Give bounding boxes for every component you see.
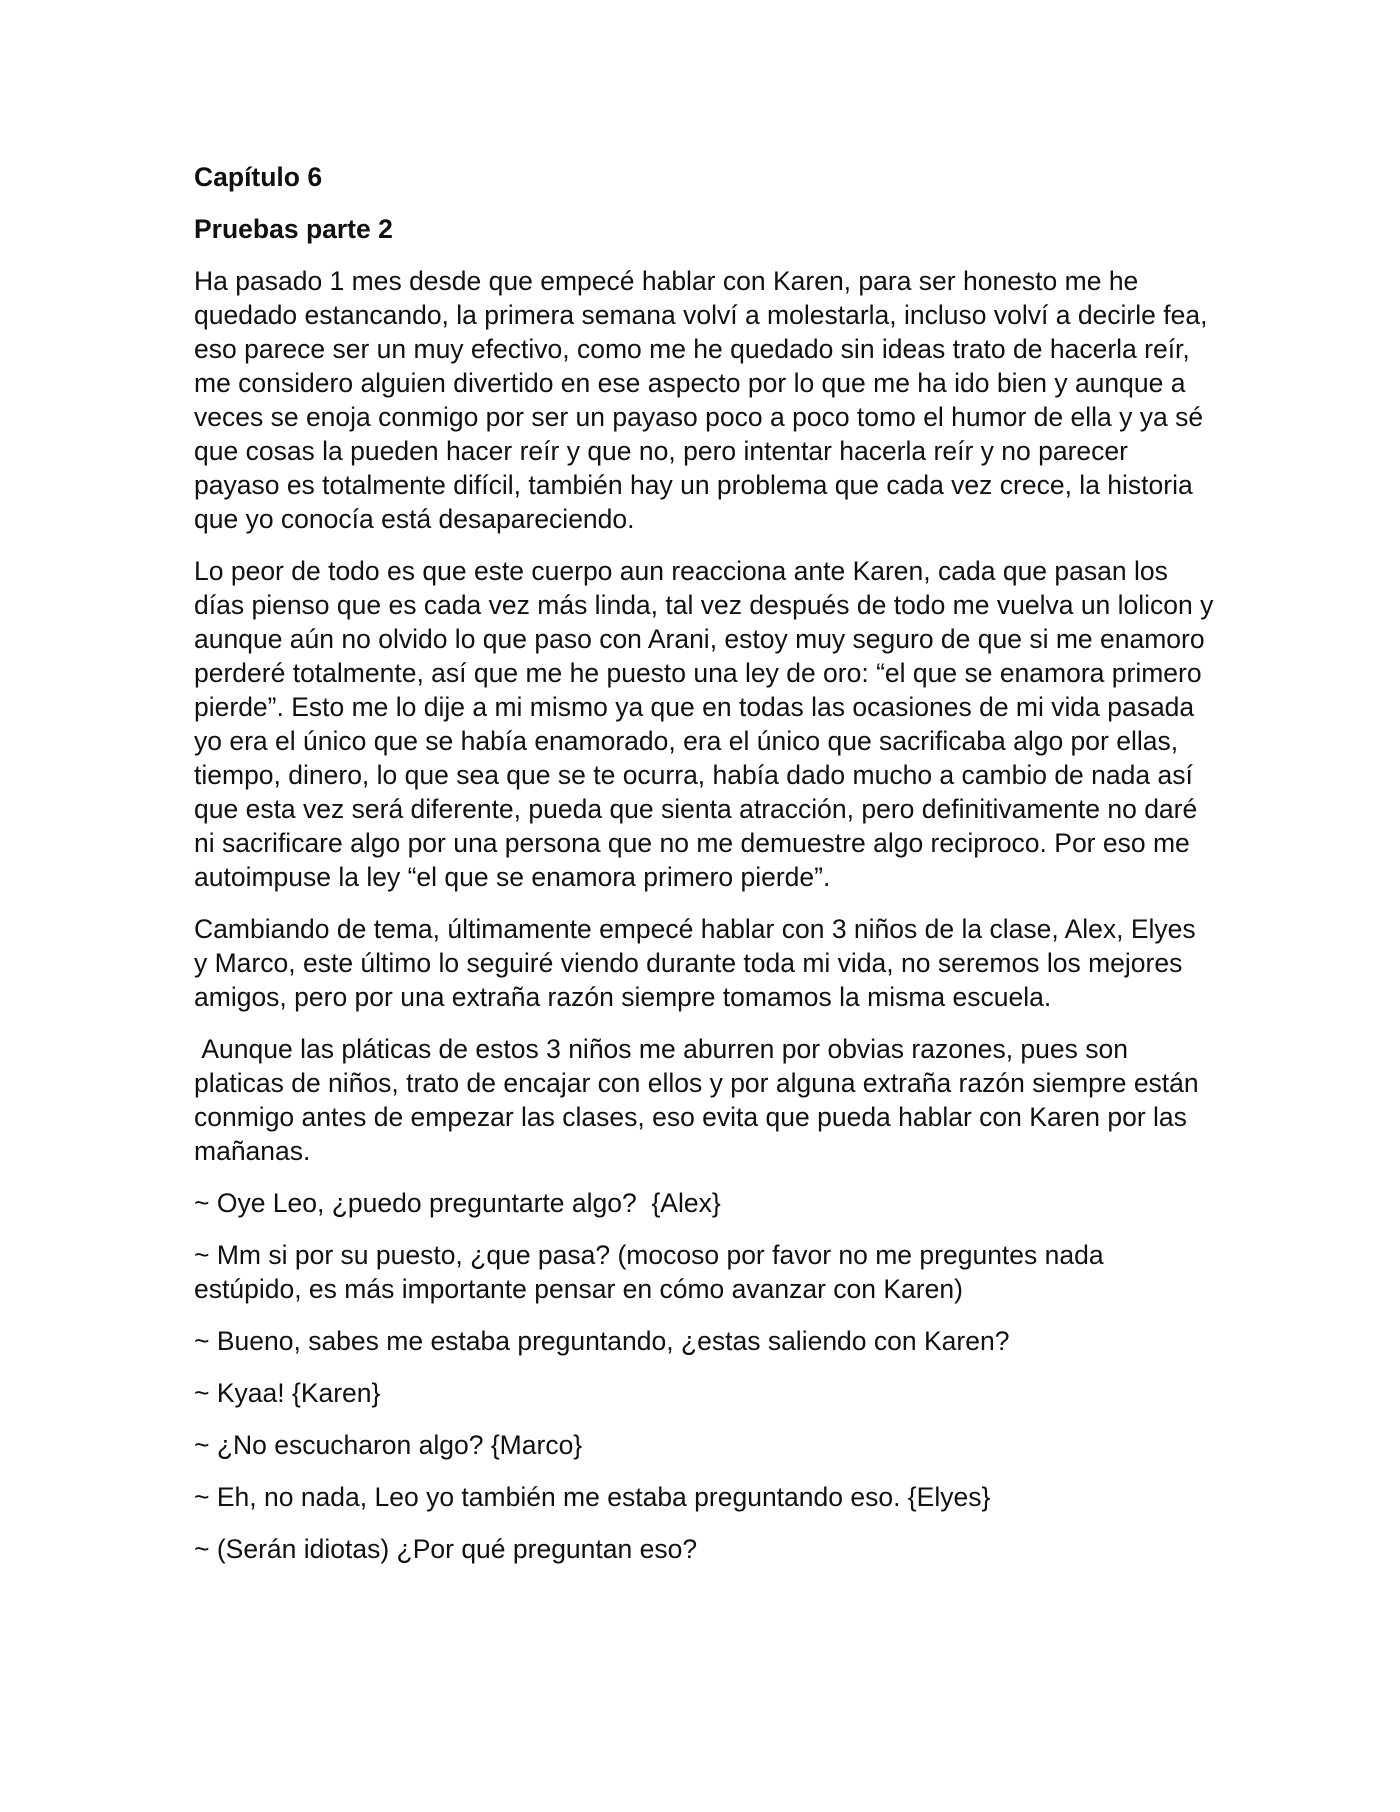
chapter-title: Capítulo 6 [194, 162, 323, 192]
dialogue-line-1: ~ Oye Leo, ¿puedo preguntarte algo? {Alex} [194, 1188, 721, 1218]
paragraph-2: Lo peor de todo es que este cuerpo aun reacciona ante Karen, cada que pasan los días pienso que es cada vez más linda, tal vez después de todo me vuelva un lolicon y aunque aún no olvido lo que paso con Arani, estoy muy seguro de que si me enamoro perderé totalmente, así que me he puesto una ley de oro: “el que se enamora primero pierde”. Esto me lo dije a mi mismo ya que en todas las ocasiones de mi vida pasada yo era el único que se había enamorado, era el único que sacrificaba algo por ellas, tiempo, dinero, lo que sea que se te ocurra, había dado mucho a cambio de nada así que esta vez será diferente, pueda que sienta atracción, pero definitivamente no daré ni sacrificare algo por una persona que no me demuestre algo reciproco. Por eso me autoimpuse la ley “el que se enamora primero pierde”. [194, 556, 1214, 892]
dialogue-line-5: ~ ¿No escucharon algo? {Marco} [194, 1430, 583, 1460]
dialogue-line-7: ~ (Serán idiotas) ¿Por qué preguntan eso? [194, 1534, 698, 1564]
paragraph-3: Cambiando de tema, últimamente empecé hablar con 3 niños de la clase, Alex, Elyes y Marco, este último lo seguiré viendo durante toda mi vida, no seremos los mejores amigos, pero por una extraña razón siempre tomamos la misma escuela. [194, 914, 1204, 1012]
dialogue-line-6: ~ Eh, no nada, Leo yo también me estaba preguntando eso. {Elyes} [194, 1482, 991, 1512]
paragraph-1: Ha pasado 1 mes desde que empecé hablar con Karen, para ser honesto me he quedado estancando, la primera semana volví a molestarla, incluso volví a decirle fea, eso parece ser un muy efectivo, como me he quedado sin ideas trato de hacerla reír, me considero alguien divertido en ese aspecto por lo que me ha ido bien y aunque a veces se enoja conmigo por ser un payaso poco a poco tomo el humor de ella y ya sé que cosas la pueden hacer reír y que no, pero intentar hacerla reír y no parecer payaso es totalmente difícil, también hay un problema que cada vez crece, la historia que yo conocía está desapareciendo. [194, 266, 1208, 534]
document-page [194, 160, 1214, 1584]
dialogue-line-4: ~ Kyaa! {Karen} [194, 1378, 381, 1408]
chapter-subtitle: Pruebas parte 2 [194, 214, 393, 244]
dialogue-line-3: ~ Bueno, sabes me estaba preguntando, ¿estas saliendo con Karen? [194, 1326, 1010, 1356]
paragraph-4: Aunque las pláticas de estos 3 niños me aburren por obvias razones, pues son platicas de niños, trato de encajar con ellos y por alguna extraña razón siempre están conmigo antes de empezar las clases, eso evita que pueda hablar con Karen por las mañanas. [194, 1034, 1207, 1166]
dialogue-line-2: ~ Mm si por su puesto, ¿que pasa? (mocoso por favor no me preguntes nada estúpido, es más importante pensar en cómo avanzar con Karen) [194, 1240, 1104, 1304]
